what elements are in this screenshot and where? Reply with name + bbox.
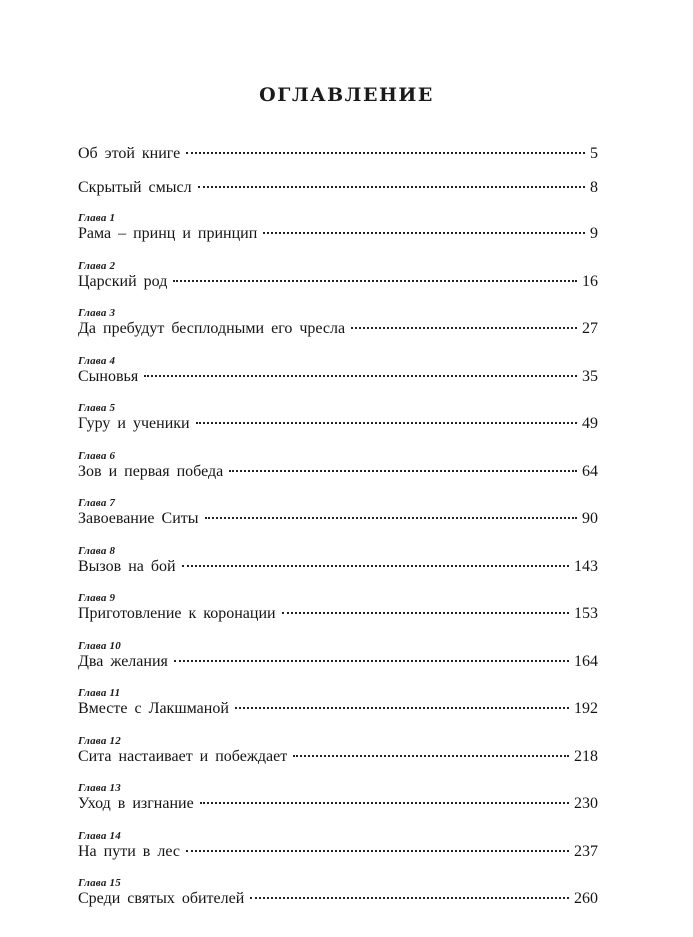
toc-line [78, 557, 598, 577]
chapter-label: Глава 12 [78, 735, 121, 747]
dot-leader [144, 375, 577, 377]
toc-line [78, 699, 598, 719]
toc-entry-chapter-11[interactable] [78, 687, 598, 719]
page-number: 5 [590, 145, 598, 162]
entry-title: Среди святых обителей [78, 890, 245, 907]
page-number: 49 [582, 415, 598, 432]
dot-leader [186, 152, 585, 154]
chapter-label: Глава 15 [78, 877, 121, 889]
dot-leader [250, 897, 569, 899]
page-number: 27 [582, 320, 598, 337]
page-number: 143 [574, 558, 598, 575]
entry-title: Да пребудут бесплодными его чресла [78, 320, 346, 337]
toc-entry-intro-2[interactable] [78, 178, 598, 198]
toc-line [78, 794, 598, 814]
chapter-label: Глава 5 [78, 402, 116, 414]
entry-title: Сыновья [78, 368, 139, 385]
entry-title: На пути в лес [78, 843, 180, 860]
entry-title: Вызов на бой [78, 558, 176, 575]
toc-line [78, 414, 598, 434]
dot-leader [173, 280, 577, 282]
page-number: 16 [582, 273, 598, 290]
toc-line [78, 224, 598, 244]
page-number: 218 [574, 748, 598, 765]
toc-entry-chapter-10[interactable] [78, 640, 598, 672]
page-number: 192 [574, 700, 598, 717]
entry-title: Об этой книге [78, 145, 181, 162]
dot-leader [282, 612, 569, 614]
entry-title: Царский род [78, 273, 168, 290]
page-number: 64 [582, 463, 598, 480]
dot-leader [196, 422, 577, 424]
dot-leader [182, 565, 569, 567]
dot-leader [235, 707, 569, 709]
page-title: ОГЛАВЛЕНИЕ [259, 84, 434, 106]
dot-leader [263, 232, 585, 234]
dot-leader [293, 755, 569, 757]
chapter-label: Глава 1 [78, 212, 116, 224]
toc-entry-chapter-13[interactable] [78, 782, 598, 814]
dot-leader [351, 327, 577, 329]
dot-leader [229, 470, 577, 472]
entry-title: Скрытый смысл [78, 179, 192, 196]
chapter-label: Глава 10 [78, 640, 121, 652]
page-number: 9 [590, 225, 598, 242]
chapter-label: Глава 6 [78, 450, 116, 462]
toc-entry-chapter-15[interactable] [78, 877, 598, 909]
toc-entry-chapter-7[interactable] [78, 497, 598, 529]
chapter-label: Глава 14 [78, 830, 121, 842]
toc-line [78, 462, 598, 482]
chapter-label: Глава 13 [78, 782, 121, 794]
toc-entry-chapter-8[interactable] [78, 545, 598, 577]
chapter-label: Глава 11 [78, 687, 121, 699]
toc-entry-chapter-12[interactable] [78, 735, 598, 767]
entry-title: Рама – принц и принцип [78, 225, 258, 242]
toc-entry-chapter-3[interactable] [78, 307, 598, 339]
dot-leader [198, 186, 585, 188]
chapter-label: Глава 3 [78, 307, 116, 319]
toc-entry-chapter-5[interactable] [78, 402, 598, 434]
toc-line [78, 604, 598, 624]
dot-leader [200, 802, 569, 804]
chapter-label: Глава 4 [78, 355, 116, 367]
dot-leader [174, 660, 569, 662]
entry-title: Завоевание Ситы [78, 510, 199, 527]
chapter-label: Глава 9 [78, 592, 116, 604]
toc-line [78, 144, 598, 164]
page-number: 237 [574, 843, 598, 860]
entry-title: Два желания [78, 653, 168, 670]
entry-title: Вместе с Лакшманой [78, 700, 229, 717]
toc-line [78, 747, 598, 767]
toc-line [78, 652, 598, 672]
chapter-label: Глава 8 [78, 545, 116, 557]
toc-entry-chapter-14[interactable] [78, 830, 598, 862]
page-number: 35 [582, 368, 598, 385]
toc-line [78, 178, 598, 198]
toc-line [78, 889, 598, 909]
toc-entry-chapter-9[interactable] [78, 592, 598, 624]
toc-entry-chapter-1[interactable] [78, 212, 598, 244]
chapter-label: Глава 7 [78, 497, 116, 509]
toc-entry-chapter-4[interactable] [78, 355, 598, 387]
toc-line [78, 272, 598, 292]
page-number: 8 [590, 179, 598, 196]
page-number: 260 [574, 890, 598, 907]
dot-leader [186, 850, 569, 852]
page-number: 153 [574, 605, 598, 622]
page-number: 90 [582, 510, 598, 527]
toc-entry-chapter-2[interactable] [78, 260, 598, 292]
page-number: 164 [574, 653, 598, 670]
toc-entry-chapter-6[interactable] [78, 450, 598, 482]
toc-line [78, 509, 598, 529]
entry-title: Зов и первая победа [78, 463, 224, 480]
toc-line [78, 367, 598, 387]
toc-line [78, 319, 598, 339]
entry-title: Гуру и ученики [78, 415, 190, 432]
chapter-label: Глава 2 [78, 260, 116, 272]
toc-line [78, 842, 598, 862]
entry-title: Приготовление к коронации [78, 605, 276, 622]
dot-leader [205, 517, 577, 519]
toc-entry-intro-1[interactable] [78, 144, 598, 164]
entry-title: Уход в изгнание [78, 795, 194, 812]
entry-title: Сита настаивает и побеждает [78, 748, 288, 765]
page-number: 230 [574, 795, 598, 812]
